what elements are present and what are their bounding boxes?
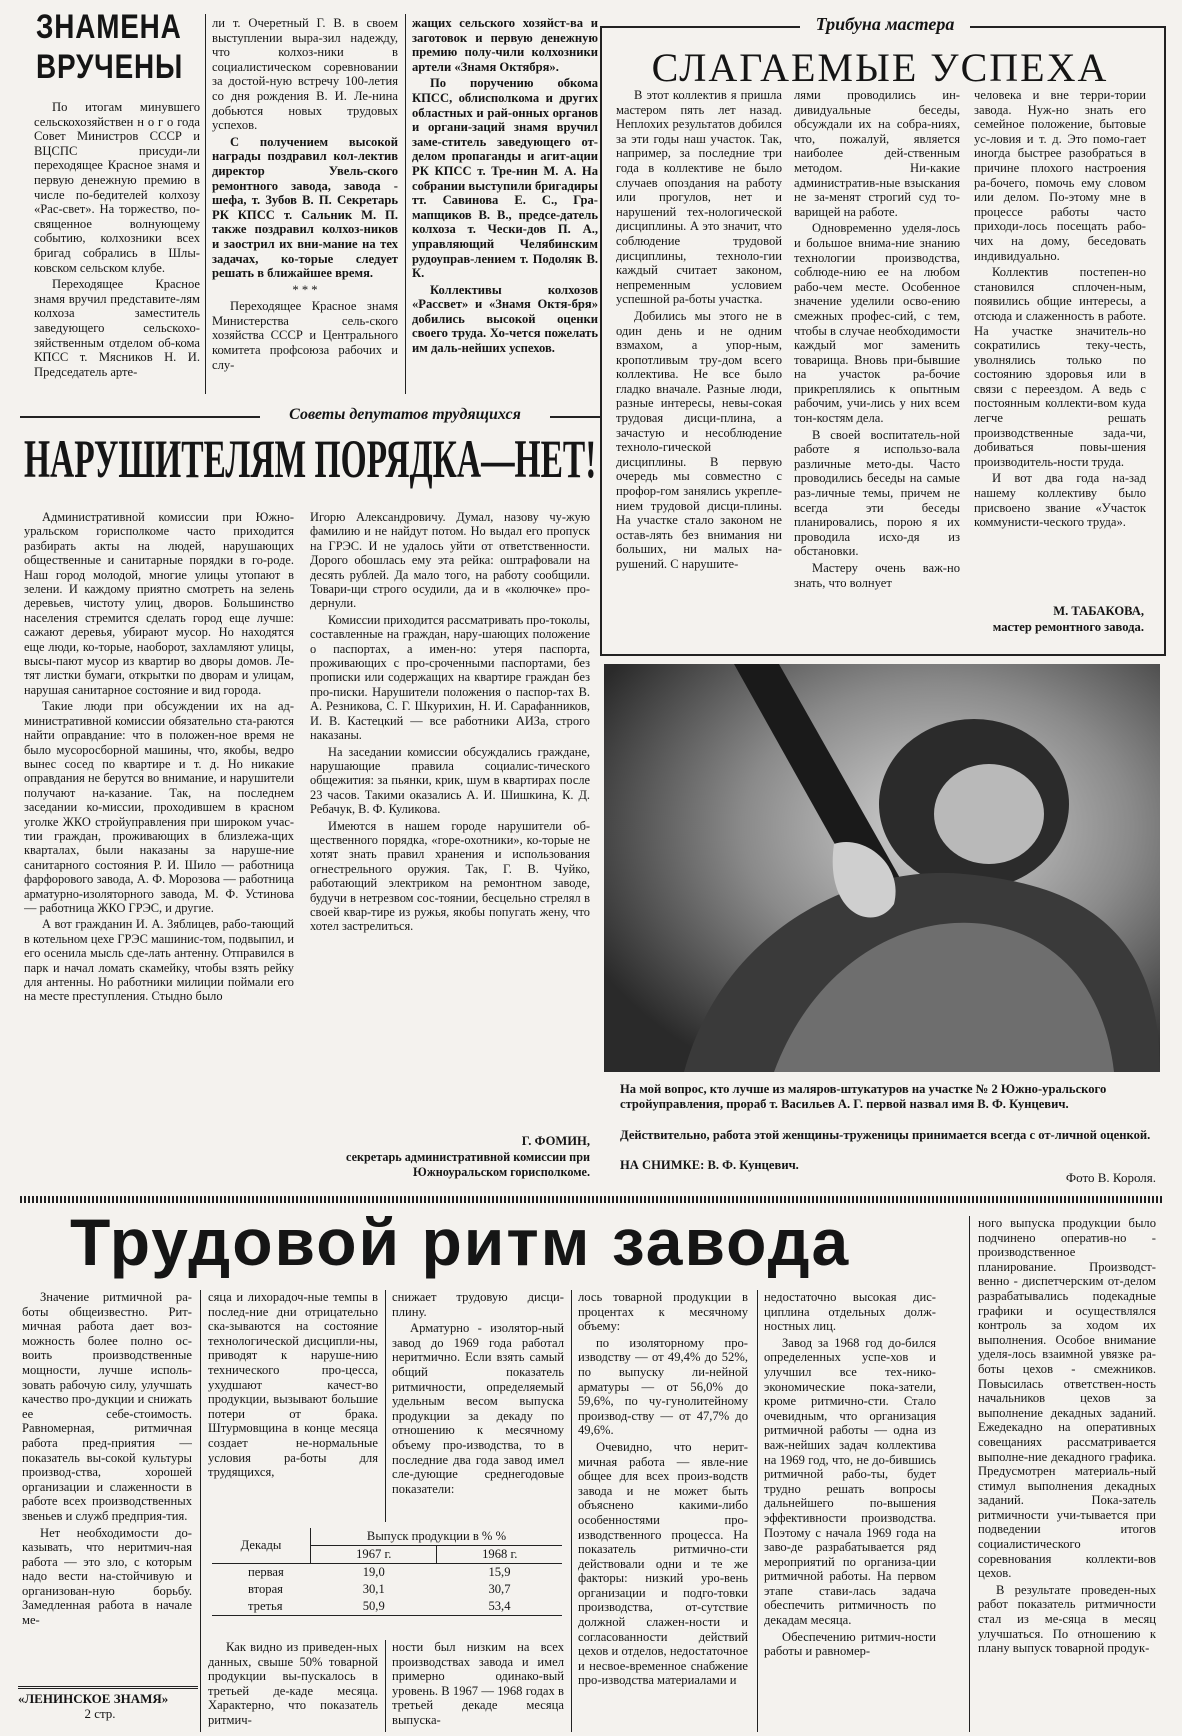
table-cell: 30,7 <box>488 1582 511 1596</box>
photo-caption-3: НА СНИМКЕ: В. Ф. Кунцевич. <box>620 1158 799 1172</box>
paragraph: В своей воспитатель-ной работе я использо-вала различные мето-ды. Часто проводились беседы на самые раз-личные темы, причем не всегда эти беседы планировались, порою я их проводила исхо-дя из обстановки. <box>794 427 960 559</box>
paragraph: Административной комиссии при Южно-уральском горисполкоме часто приходится разбирать акты на людей, нарушающих общественные и санитарные порядки в го-роде. Наш город молодой, многие улицы утопают в зелени. И каждому приятно смотреть на зелень деревьев, чистоту улиц, дворов. Большинство населения стремится сделать город еще лучше: сажают деревья, убирают мусор. Но находятся еще люди, ко-торые, наоборот, захламляют улицы, высы-пают мусор из квартир во дворы домов. Ле-тят листки бумаги, открытки по дворам и улицам, нарушая санитарное состояние и вид города. <box>24 510 294 697</box>
article-ritm-col-1 <box>22 1290 192 1668</box>
photo-caption-2: Действительно, работа этой женщины-труженицы принимается всегда с от-личной оценкой. <box>620 1128 1151 1142</box>
article-znamena <box>0 0 600 400</box>
table-head-year-1967: 1967 г. <box>311 1546 437 1564</box>
paragraph: С получением высокой награды поздравил кол-лектив директор Увель-ского ремонтного завода, завода - шефа, т. Зубов В. П. Секретарь РК КПСС т. Сальник М. П. также поздравил колхоз-ников и заострил их вни-мание на тех задачах, ко-торые следует решать в ближайшее время. <box>212 134 398 281</box>
paragraph: по изоляторному про-изводству — от 49,4% до 52%, по выпуску ли-нейной арматуры — от 56,0% до 59,6%, по чу-гунолитейному производ-ству — от 47,7% до 49,6%. <box>578 1335 748 1438</box>
article-ritm-col-6 <box>978 1216 1156 1732</box>
table-cell: 50,9 <box>311 1598 437 1616</box>
paragraph: ного выпуска продукции было подчинено оператив-но - производственное планирование. Производст-венно - диспетчерским от-делом разрабатывались подекадные графики и осуществлялся контроль за ходом их выполнения. Особое внимание уделя-лось взаимной увязке ра-боты цехов - смежников. Повысилась ответствен-ность начальников цехов за выполнение декадных заданий. Ежедекадно на оперативных совещаниях рассматривается выполне-ние декадного графика. Предусмотрен материаль-ный стимул выполнения декадных заданий. Пока-затель ритмичности учи-тывается при подведении итогов социалистического соревнования коллекти-вов цехов. <box>978 1216 1156 1581</box>
table-row <box>212 1581 562 1598</box>
article-znamena-title-2: ВРУЧЕНЫ <box>36 48 184 86</box>
paragraph: Одновременно уделя-лось и большое внима-ние знанию технологии производства, соблюде-нию ее на любом рабо-чем месте. Особенное значение уделили осво-ению смежных профес-сий, с тем, чтобы в случае необходимости каждый мог заменить товарища. Вновь при-бывшие на участок ра-бочие прикреплялись к опытным рабочим, учи-лись у них всем тон-костям дела. <box>794 221 960 426</box>
article-narushitelyam-rubric: Советы депутатов трудящихся <box>260 406 550 424</box>
article-narushitelyam-col-1 <box>24 510 294 1180</box>
paragraph: В этот коллектив я пришла мастером пять лет назад. Неплохих результатов добился за эти годы наш участок. Так, например, за последние три года в коллективе не было случаев опоздания на работу или прогулов, нет и нарушений тех-нологической дисциплины. А это значит, что соблюдение трудовой дисциплины, техноло-гии каждый считает законом, непременным условием успешной ра-боты участка. <box>616 88 782 307</box>
article-slagaemye-col-1 <box>616 88 782 648</box>
separator: * * * <box>292 282 318 297</box>
article-narushitelyam-title: НАРУШИТЕЛЯМ ПОРЯДКА—НЕТ! <box>24 429 597 489</box>
paragraph: Коллективы колхозов «Рассвет» и «Знамя Октя-бря» добились высокой оценки своего труда. Хо-чется пожелать им даль-нейших успехов. <box>412 282 598 356</box>
table-row <box>212 1564 562 1582</box>
article-narushitelyam-col-2 <box>310 510 590 1114</box>
paragraph: На заседании комиссии обсуждались граждане, нарушающие правила социалис-тического общежития: за пьянки, крик, шум в квартирах после 23 часов. Такими оказались А. И. Шишкина, К. Д. Ребачук, В. Ф. Куликова. <box>310 744 590 817</box>
table-cell-label: вторая <box>248 1582 283 1596</box>
table-row <box>212 1598 562 1616</box>
table-head-decade: Декады <box>212 1528 311 1564</box>
paragraph: Арматурно - изолятор-ный завод до 1969 года работал неритмично. Если взять самый общий показатель ритмичности, определяемый удельным весом выпуска продукции за декаду по отношению к месячному объему про-изводства, то в последние два года завод имел сле-дующие среднегодовые показатели: <box>392 1321 564 1496</box>
paragraph: Значение ритмичной ра-боты общеизвестно. Рит-мичная работа дает воз-можность более полно ос-воить производственные мощности, лучше исполь-зовать рабочую силу, улучшать качество про-дукции и снижать ее себе-стоимость. Равномерная, ритмичная работа пред-приятия — показатель вы-сокой культуры производ-ства, хорошей организации и слаженности в работе всех производственных звеньев и служб предприя-тия. <box>22 1290 192 1523</box>
table-head-year-1968: 1968 г. <box>437 1546 562 1564</box>
decade-output-table <box>212 1528 562 1616</box>
paragraph: лось товарной продукции в процентах к месячному объему: <box>578 1290 748 1334</box>
article-ritm-col-2b <box>208 1640 378 1732</box>
paragraph: В результате проведен-ных работ показатель ритмичности стал из ме-сяца в месяц улучшаться. По отношению к плану выпуск товарной продук- <box>978 1582 1156 1656</box>
paragraph: Комиссии приходится рассматривать про-токолы, составленные на граждан, нару-шающих положение о паспортах, а имен-но: утеря паспорта, проживающих с про-сроченными паспортами, без прописки или содержащих на квартире граждан без про-писки. Нарушители положения о паспор-тах В. А. Резникова, С. Г. Шкурихин, Н. И. Сарафанников, И. В. Кастецкий — все работники АИЗа, строго наказаны. <box>310 612 590 743</box>
column-rule <box>385 1640 386 1732</box>
footer-page-number: 2 стр. <box>84 1706 116 1721</box>
column-rule <box>200 1290 201 1732</box>
table-cell: 15,9 <box>488 1565 511 1579</box>
table-cell: 53,4 <box>437 1598 562 1616</box>
article-znamena-col-2 <box>212 16 398 392</box>
article-znamena-col-1 <box>34 100 200 392</box>
paragraph: ности был низким на всех производствах завода и имел примерно одинако-вый уровень. В 1967 — 1968 годах в третьей декаде месяца выпуска- <box>392 1640 564 1727</box>
paragraph: Нет необходимости до-казывать, что неритмич-ная работа — это зло, с которым надо вести на-стойчивую и организован-ную борьбу. Замедленная работа в начале ме- <box>22 1525 192 1628</box>
column-rule <box>757 1290 758 1732</box>
paragraph: человека и вне терри-тории завода. Нуж-но знать его семейное положение, бытовые ус-ловия и т. д. Это помо-гает иногда быстрее разобраться в причине плохого настроения ра-бочего, помочь ему словом или делом. По-этому мне в процессе работы часто приходи-лось посещать рабо-чих на дому, беседовать индивидуально. <box>974 88 1146 263</box>
paragraph: Обеспечению ритмич-ности работы и равномер- <box>764 1629 936 1659</box>
article-slagaemye-col-3 <box>974 88 1146 602</box>
paragraph: Очевидно, что нерит-мичная работа — явле-ние общее для всех произ-водств завода и не может быть объяснено какими-либо особенностями про-изводственного процесса. На показатель ритмично-сти действовали одни и те же факторы: низкий уро-вень организации и подго-товки производства, от-сутствие должной слажен-ности и согласованности действий цехов и отделов, недостаточное и несвое-временное снабжение про-изводства материалами и <box>578 1439 748 1688</box>
article-ritm-col-2 <box>208 1290 378 1520</box>
article-ritm-col-3b <box>392 1640 564 1732</box>
photo-caption-1: На мой вопрос, кто лучше из маляров-штукатуров на участке № 2 Южно-уральского стройуправления, прораб т. Васильев А. Г. первой назвал имя В. Ф. Кунцевич. <box>620 1082 1107 1111</box>
section-divider <box>20 1196 1162 1203</box>
column-rule <box>205 14 206 394</box>
article-slagaemye-author: М. ТАБАКОВА, <box>1053 604 1144 618</box>
article-znamena-title-1: ЗНАМЕНА <box>36 8 182 46</box>
article-narushitelyam-author-role: секретарь административной комиссии при Южноуральском горисполкоме. <box>346 1150 590 1179</box>
paragraph: Как видно из приведен-ных данных, свыше 50% товарной продукции вы-пускалось в третьей де-каде месяца. Характерно, что показатель ритмич- <box>208 1640 378 1727</box>
article-ritm-title: Трудовой ритм завода <box>70 1205 851 1279</box>
article-slagaemye-title: СЛАГАЕМЫЕ УСПЕХА <box>651 45 1109 90</box>
column-rule <box>571 1290 572 1732</box>
article-slagaemye-author-role: мастер ремонтного завода. <box>992 620 1144 634</box>
paragraph: лями проводились ин-дивидуальные беседы, обсуждали их на собра-ниях, что, пожалуй, является наиболее дей-ственным методом. Ни-какие административ-ные взыскания не за-менят строгий суд то-варищей на работе. <box>794 88 960 219</box>
table-cell-label: первая <box>248 1565 284 1579</box>
paragraph: А вот гражданин И. А. Зяблицев, рабо-тающий в котельном цехе ГРЭС машинис-том, подвыпил, и его осенила мысль сде-лать антенну. Отправился в парк и начал ломать скамейку, чтобы взять рейку для антенны. Но работники милиции поймали его на месте преступления. Стыдно было <box>24 917 294 1004</box>
paragraph: Имеются в нашем городе нарушители об-щественного порядка, «горе-охотники», ко-торые не хотят знать правил хранения и использования огнестрельного оружия. Так, Г. В. Чуйко, работающий электриком на ремонтном заводе, будучи в нетрезвом сос-тоянии, бесцельно стрелял в своей квар-тире из ружья, якобы попугать жену, что хотел застрелиться. <box>310 818 590 934</box>
paragraph: Завод за 1968 год до-бился определенных успе-хов и улучшил все тех-нико-экономические пока-затели, кроме ритмично-сти. Стало очевидным, что организация ритмичной работы — одна из важ-нейших задач коллектива на 1969 год, что, не до-бившись ритмичной рабо-ты, будет трудно решать вопросы дальнейшего по-вышения эффективности производства. Поэтому с начала 1969 года на заво-де разрабатывается ряд мероприятий по организа-ции ритмичной работы. На первом этапе стави-лась задача обеспечить ритмичность по декадам месяца. <box>764 1335 936 1628</box>
photo-kuntsevich <box>604 664 1160 1072</box>
article-ritm-col-4 <box>578 1290 748 1732</box>
photo-plasterer-image <box>604 664 1160 1072</box>
column-rule <box>405 14 406 394</box>
article-ritm-col-5 <box>764 1290 936 1732</box>
paragraph: По поручению обкома КПСС, облисполкома и других областных и рай-онных органов и органи-заций знамя вручил заме-ститель заведующего от-делом пропаганды и агит-ации РК КПСС т. Тре-нин М. А. На собрании выступили бригадиры тт. Савинова Е. С., Гра-мапщиков В. В., предсе-датель колхоза т. Чески-дов П. А., управляющий Челябинским рудоуправ-лением т. Подоляк В. К. <box>412 76 598 281</box>
article-narushitelyam-author: Г. ФОМИН, <box>521 1134 590 1148</box>
paragraph: снижает трудовую дисци-плину. <box>392 1290 564 1319</box>
table-cell: 30,1 <box>362 1582 385 1596</box>
column-rule <box>969 1216 970 1732</box>
paragraph: Игорю Александровичу. Думал, назову чу-жую фамилию и не найдут потом. Но выдал его пропуск на ГРЭС. И не удалось уйти от ответственности. Дорого обошлась ему эта рейка: оштрафовали на десять рублей. Да мало того, на работу сообщили. Товари-щи строго осудили, да и в «колючке» про-дернули. <box>310 510 590 611</box>
paragraph: По итогам минувшего сельскохозяйствен н о г о года Совет Министров СССР и ВЦСПС присуди-ли переходящее Красное знамя и первую денежную премию в числе по-бедителей колхозу «Рас-свет». На торжество, по-священное волнующему событию, колхозники всех бригад собрались в Шлы-ковском сельском клубе. <box>34 100 200 275</box>
column-rule <box>385 1290 386 1522</box>
photo-credit: Фото В. Короля. <box>1065 1170 1156 1185</box>
table-cell-label: третья <box>212 1598 311 1616</box>
article-slagaemye-col-2 <box>794 88 960 648</box>
article-znamena-col-3 <box>412 16 598 392</box>
table-cell: 19,0 <box>362 1565 385 1579</box>
paragraph: Переходящее Красное знамя Министерства сель-ского хозяйства СССР и Центрального комитета профсоюза рабочих и слу- <box>212 299 398 372</box>
article-slagaemye-rubric: Трибуна мастера <box>800 14 970 35</box>
paragraph: сяца и лихорадоч-ные темпы в послед-ние дни отрицательно ска-зываются на состояние технологической дисципли-ны, приводят к наруше-нию технического про-цесса, ухудшают качест-во продукции, вызывают большие потери от брака. Штурмовщина в конце месяца создает не-нормальные условия ра-боты для трудящихся, <box>208 1290 378 1480</box>
paragraph: Добились мы этого не в один день и не одним взмахом, а упор-ным, кропотливым тру-дом всего коллектива. Не все было гладко вначале. Разные люди, разные интересы, невы-сокая трудовая дисци-плина, а зачастую и несоблюдение техноло-гической дисциплины. В первую очередь мы совместно с профор-гом занялись укрепле-нием трудовой дисци-плины. На участке стало законом не остав-лять без внимания ни больших, ни малых на-рушений. С нарушите- <box>616 308 782 571</box>
paragraph: Переходящее Красное знамя вручил представите-лям колхоза заместитель заведующего сельскохо-зяйственным отделом об-кома КПСС т. Мясников Н. И. Председатель арте- <box>34 277 200 379</box>
paragraph: Мастеру очень важ-но знать, что волнует <box>794 561 960 590</box>
output-table <box>212 1528 562 1616</box>
article-ritm-col-3 <box>392 1290 564 1508</box>
paragraph: ли т. Очеретный Г. В. в своем выступлении выра-зил надежду, что колхоз-ники в социалистическом соревновании за достой-ную встречу 100-летия со дня рождения В. И. Ле-нина добьются новых трудовых успехов. <box>212 16 398 133</box>
paragraph: Такие люди при обсуждении их на ад-министративной комиссии обязательно ста-раются найти оправдание: что в положен-ное время не было мусоросборной машины, что, якобы, ведро вынес сосед по квартире и т. д. Но никакие оправдания не берутся во внимание, и нарушители получают на-казание. Так, на последнем заседании ко-миссии, проходившем в красном уголке ЖКО стройуправления при широком учас-тии граждан, проживающих в близлежа-щих кварталах, были наказаны за наруше-ние санитарного состояния Р. И. Шило — работница фарфорового завода, А. Ф. Морозова — работница арматурно-изоляторного завода, М. Ф. Устинова — работница ЖКО ГРЭС, и другие. <box>24 699 294 915</box>
paragraph: недостаточно высокая дис-циплина отдельных долж-ностных лиц. <box>764 1290 936 1334</box>
footer-paper-name: «ЛЕНИНСКОЕ ЗНАМЯ» <box>18 1686 198 1707</box>
paragraph: Коллектив постепен-но становился сплочен-ным, появились общие интересы, а отсюда и слаженность в работе. На участке значитель-но сократились теку-честь, уволнялись только по состоянию здоровья или в связи с переездом. А ведь с постоянным коллекти-вом куда легче решать производственные зада-чи, добиваться повы-шения производитель-ности труда. <box>974 265 1146 469</box>
paragraph: жащих сельского хозяйст-ва и заготовок и первую денежную премию полу-чили колхозники артели «Знамя Октября». <box>412 16 598 74</box>
table-head-output: Выпуск продукции в % % <box>311 1528 563 1546</box>
paragraph: И вот два года на-зад нашему коллективу было присвоено звание «Участок коммунисти-ческого труда». <box>974 471 1146 530</box>
